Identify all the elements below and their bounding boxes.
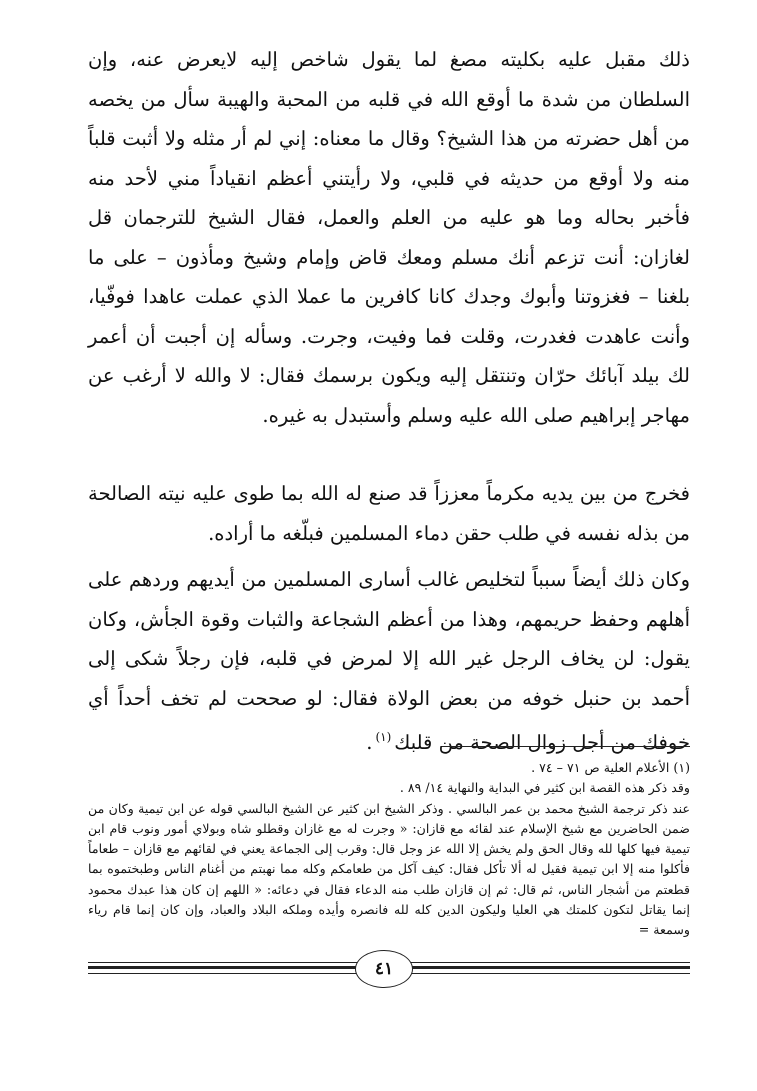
footnote-line-1: (١) الأعلام العلية ص ٧١ – ٧٤ . — [531, 760, 690, 775]
paragraph-3 — [88, 560, 690, 763]
paragraph-2: فخرج من بين يديه مكرماً معززاً قد صنع له الله بما طوى عليه نيته الصالحة من بذله نفسه في طلب حقن دماء المسلمين فبلّغه ما أراده. — [88, 482, 690, 545]
page-number: ٤١ — [374, 959, 394, 979]
page-number-badge — [355, 950, 413, 988]
book-page — [88, 30, 690, 1080]
paragraph-3-text: وكان ذلك أيضاً سبباً لتخليص غالب أسارى المسلمين من أيديهم وردهم على أهلهم وحفظ حريمهم، وهذا من أعظم الشجاعة والثبات وقوة الجأش، وكان يقول: لن يخاف الرجل غير الله إلا لمرض في قلبه، فإن رجلاً شكى إلى أحمد بن حنبل خوفه من بعض الولاة فقال: لو صححت لم تخف أحداً أي خوفك من أجل زوال الصحة من قلبك — [88, 568, 690, 754]
footnote-line-3: عند ذكر ترجمة الشيخ محمد بن عمر البالسي . وذكر الشيخ ابن كثير عن الشيخ البالسي قوله عن ابن تيمية وكان من ضمن الحاضرين مع شيخ الإسلام عند لقائه مع قازان: « وجرت له مع غازان وقطلو شاه وبولاي أمور ونوب قام ابن تيمية فيها كلها لله وقال الحق ولم يخش إلا الله عز وجل قال: وقرب إلى الجماعة يعني في لقائهم مع قازان – طعاماً فأكلوا منه إلا ابن تيمية فقيل له ألا تأكل فقال: كيف آكل من طعامكم وكله مما نهبتم من أغنام الناس وطبختموه بما قطعتم من أشجار الناس، ثم قال: ثم إن قازان طلب منه الدعاء فقال في دعائه: « اللهم إن كان هذا عبدك محمود إنما يقاتل لتكون كلمتك هي العليا وليكون الدين كله لله فانصره وأيده وملكه البلاد والعباد، وإن كان إنما قام رياء وسمعة = — [88, 800, 690, 938]
footnotes — [88, 758, 690, 941]
page-footer — [88, 950, 690, 990]
footnote-line-2: وقد ذكر هذه القصة ابن كثير في البداية والنهاية ١٤/ ٨٩ . — [399, 780, 690, 796]
footnote-marker[interactable]: (١) — [375, 730, 392, 744]
paragraph-1: ذلك مقبل عليه بكليته مصغ لما يقول شاخص إليه لايعرض عنه، وإن السلطان من شدة ما أوقع الله في قلبه من المحبة والهيبة سأل من يخصه من أهل حضرته من هذا الشيخ؟ وقال ما معناه: إني لم أر مثله ولا أثبت قلباً منه ولا أوقع من حديثه في قلبي، ولا رأيتني أعظم انقياداً مني لأحد منه فأخبر بحاله وما هو عليه من العلم والعمل، فقال الشيخ للترجمان قل لغازان: أنت تزعم أنك مسلم ومعك قاض وإمام وشيخ ومأذون – على ما بلغنا – فغزوتنا وأبوك وجدك كانا كافرين ما عملا الذي عملت عاهدا فوفّيا، وأنت عاهدت فغدرت، وقلت فما وفيت، وجرت. وسأله إن أجبت أن أعمر لك بيلد آبائك حرّان وتنتقل إليه ويكون برسمك فقال: لا والله لا أرغب عن مهاجر إبراهيم صلى الله عليه وسلم وأستبدل به غيره. — [88, 48, 690, 427]
footnote-separator — [442, 746, 690, 747]
final-period: . — [366, 731, 373, 754]
